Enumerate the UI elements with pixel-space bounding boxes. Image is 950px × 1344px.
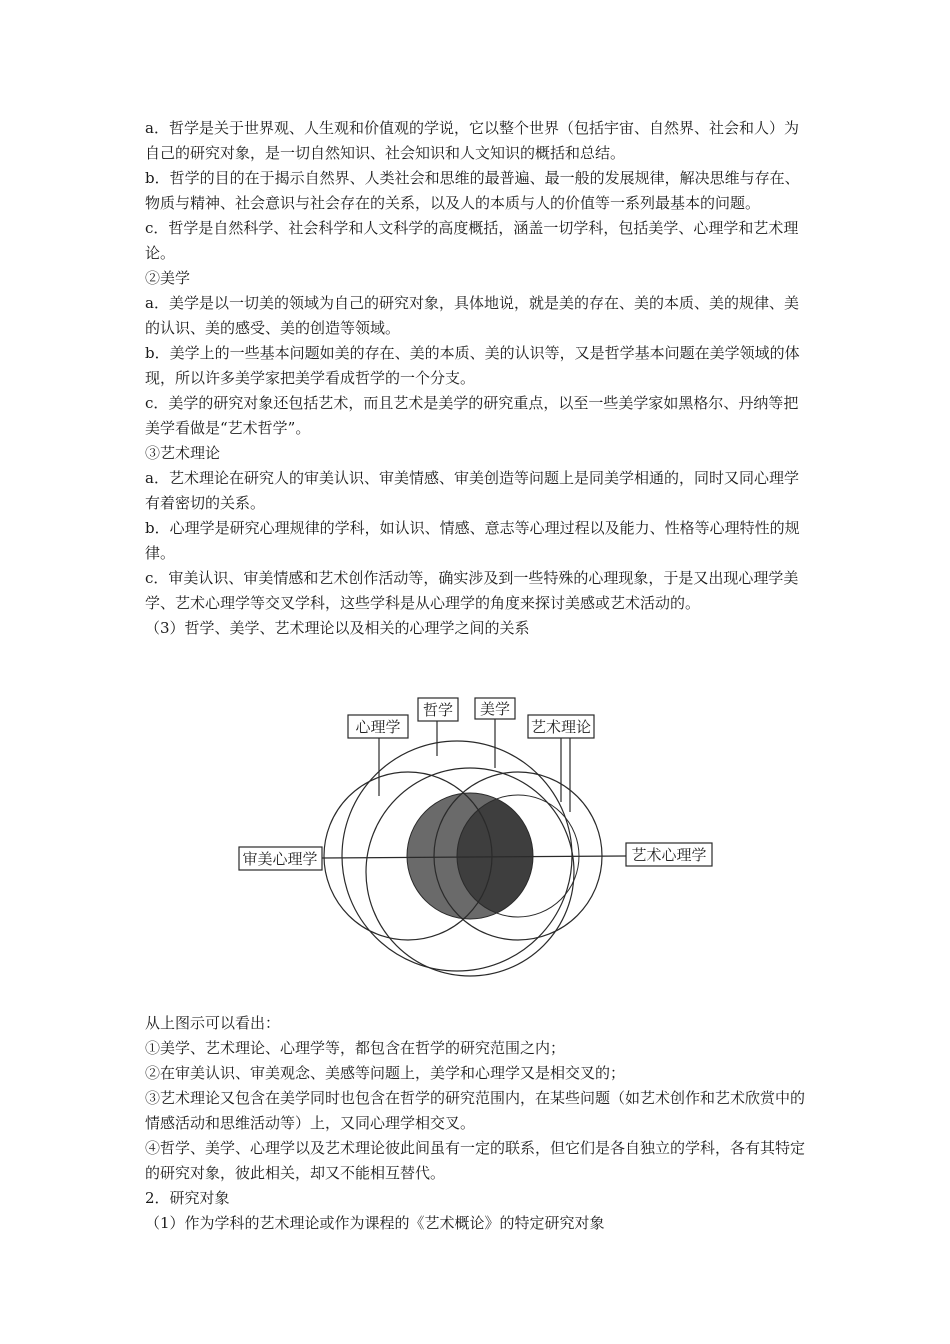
list-item: ①美学、艺术理论、心理学等，都包含在哲学的研究范围之内； xyxy=(145,1039,566,1057)
paragraph: c．审美认识、审美情感和艺术创作活动等，确实涉及到一些特殊的心理现象，于是又出现心理学美学、艺术心理学等交叉学科，这些学科是从心理学的角度来探讨美感或艺术活动的。 xyxy=(145,569,799,612)
figure-caption: （3）哲学、美学、艺术理论以及相关的心理学之间的关系 xyxy=(145,619,530,637)
art-psychology-label: 艺术心理学 xyxy=(631,846,707,864)
list-item: ②在审美认识、审美观念、美感等问题上，美学和心理学又是相交叉的； xyxy=(145,1064,626,1082)
paragraph: b．心理学是研究心理规律的学科，如认识、情感、意志等心理过程以及能力、性格等心理特性的规律。 xyxy=(145,519,800,562)
list-item: ③艺术理论又包含在美学同时也包含在哲学的研究范围内，在某些问题（如艺术创作和艺术欣赏中的情感活动和思维活动等）上，又同心理学相交叉。 xyxy=(145,1089,806,1132)
paragraph: c．哲学是自然科学、社会科学和人文科学的高度概括，涵盖一切学科，包括美学、心理学和艺术理论。 xyxy=(145,219,799,262)
text-block-bottom xyxy=(145,1011,810,1236)
aesthetic-psychology-label: 审美心理学 xyxy=(242,850,318,868)
paragraph: b．哲学的目的在于揭示自然界、人类社会和思维的最普遍、最一般的发展规律，解决思维与存在、物质与精神、社会意识与社会存在的关系，以及人的本质与人的价值等一系列最基本的问题。 xyxy=(145,169,800,212)
paragraph: c．美学的研究对象还包括艺术，而且艺术是美学的研究重点，以至一些美学家如黑格尔、丹纳等把美学看做是“艺术哲学”。 xyxy=(145,394,799,437)
section-heading: ③艺术理论 xyxy=(145,444,221,462)
text-block-top xyxy=(145,116,810,641)
relationship-diagram xyxy=(236,694,716,978)
paragraph: a．艺术理论在研究人的审美认识、审美情感、审美创造等问题上是同美学相通的，同时又同心理学有着密切的关系。 xyxy=(145,469,799,512)
philosophy-label: 哲学 xyxy=(422,701,454,719)
venn-diagram xyxy=(236,694,716,978)
section-heading: ②美学 xyxy=(145,269,191,287)
paragraph: 从上图示可以看出： xyxy=(145,1014,281,1032)
psychology-label: 心理学 xyxy=(355,718,401,736)
paragraph: b．美学上的一些基本问题如美的存在、美的本质、美的认识等，又是哲学基本问题在美学领域的体现，所以许多美学家把美学看成哲学的一个分支。 xyxy=(145,344,800,387)
subsection-heading: （1）作为学科的艺术理论或作为课程的《艺术概论》的特定研究对象 xyxy=(145,1214,605,1232)
section-heading: 2．研究对象 xyxy=(145,1189,230,1207)
paragraph: a．哲学是关于世界观、人生观和价值观的学说，它以整个世界（包括宇宙、自然界、社会和人）为自己的研究对象，是一切自然知识、社会知识和人文知识的概括和总结。 xyxy=(145,119,799,162)
list-item: ④哲学、美学、心理学以及艺术理论彼此间虽有一定的联系，但它们是各自独立的学科，各有其特定的研究对象，彼此相关，却又不能相互替代。 xyxy=(145,1139,806,1182)
paragraph: a．美学是以一切美的领域为自己的研究对象，具体地说，就是美的存在、美的本质、美的规律、美的认识、美的感受、美的创造等领域。 xyxy=(145,294,799,337)
aesthetics-label: 美学 xyxy=(479,700,511,718)
art-theory-label: 艺术理论 xyxy=(530,718,592,736)
